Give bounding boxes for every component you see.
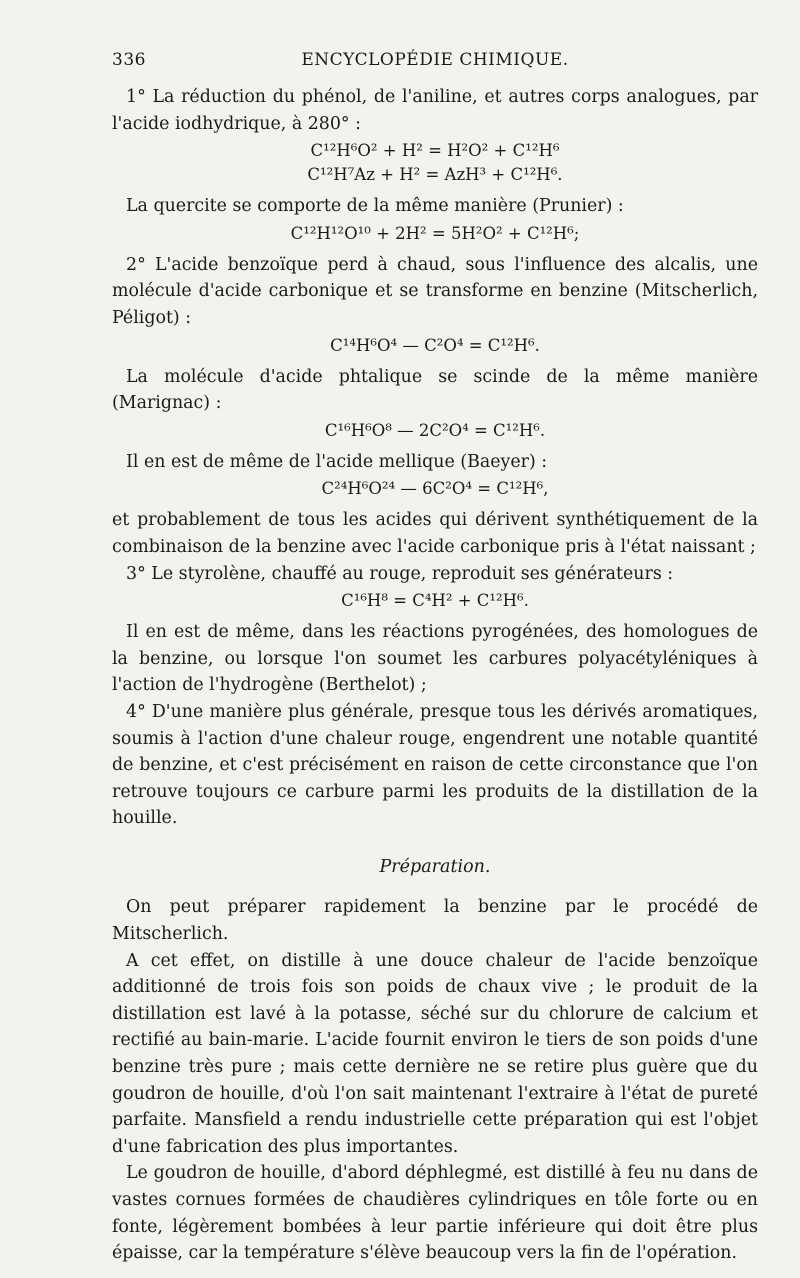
equation-4: C¹⁶H⁶O⁸ — 2C²O⁴ = C¹²H⁶. [324,420,546,440]
paragraph-10: On peut préparer rapidement la benzine par le procédé de Mitscherlich. [112,897,758,945]
paragraph-8: Il en est de même, dans les réactions pyrogénées, des homologues de la benzine, ou lorsque l'on soumet les carbures polyacétyléniques à l'action de l'hydrogène (Berthelot) ; [112,622,758,696]
paragraph-5: Il en est de même de l'acide mellique (Baeyer) : [126,451,548,472]
page-number: 336 [112,50,146,70]
equation-1a: C¹²H⁶O² + H² = H²O² + C¹²H⁶ [310,141,560,161]
paragraph-9: 4° D'une manière plus générale, presque tous les dérivés aromatiques, soumis à l'action d'une chaleur rouge, engendrent une notable quantité de benzine, et c'est précisément en raison de cette circonstance que l'on retrouve toujours ce carbure parmi les produits de la distillation de la houille. [112,701,758,829]
paragraph-11: A cet effet, on distille à une douce chaleur de l'acide benzoïque additionné de trois fois son poids de chaux vive ; le produit de la distillation est lavé à la potasse, séché sur du chlorure de calcium et rectifié au bain-marie. L'acide fournit environ le tiers de son poids d'une benzine très pure ; mais cette dernière ne se retire plus guère que du goudron de houille, d'où l'on sait maintenant l'extraire à l'état de pureté parfaite. Mansfield a rendu industrielle cette préparation qui est l'objet d'une fabrication des plus importantes. [112,950,758,1157]
equation-1b: C¹²H⁷Az + H² = AzH³ + C¹²H⁶. [307,165,563,185]
paragraph-3: 2° L'acide benzoïque perd à chaud, sous l'influence des alcalis, une molécule d'acide carbonique et se transforme en benzine (Mitscherlich, Péligot) : [112,254,758,328]
paragraph-1: 1° La réduction du phénol, de l'aniline, et autres corps analogues, par l'acide iodhydrique, à 280° : [112,87,758,134]
paragraph-4: La molécule d'acide phtalique se scinde de la même manière (Marignac) : [112,366,758,414]
equation-6: C¹⁶H⁸ = C⁴H² + C¹²H⁶. [341,591,529,611]
equation-2: C¹²H¹²O¹⁰ + 2H² = 5H²O² + C¹²H⁶; [290,223,580,243]
paragraph-6: et probablement de tous les acides qui dérivent synthétiquement de la combinaison de la benzine avec l'acide carbonique pris à l'état naissant ; [112,510,758,557]
equation-group-1 [112,139,758,187]
paragraph-12: Le goudron de houille, d'abord déphlegmé, est distillé à feu nu dans de vastes cornues formées de chaudières cylindriques en tôle forte ou en fonte, légèrement bombées à leur partie inférieure qui doit être plus épaisse, car la température s'élève beaucoup vers la fin de l'opération. [112,1163,758,1264]
equation-5: C²⁴H⁶O²⁴ — 6C²O⁴ = C¹²H⁶, [321,479,549,499]
paragraph-7: 3° Le styrolène, chauffé au rouge, reproduit ses générateurs : [126,563,674,584]
page-header [112,50,758,78]
section-title-preparation: Préparation. [379,856,491,877]
equation-3: C¹⁴H⁶O⁴ — C²O⁴ = C¹²H⁶. [330,335,540,355]
page-body [112,84,758,1267]
paragraph-2: La quercite se comporte de la même manière (Prunier) : [126,196,624,217]
running-title: ENCYCLOPÉDIE CHIMIQUE. [301,50,569,70]
